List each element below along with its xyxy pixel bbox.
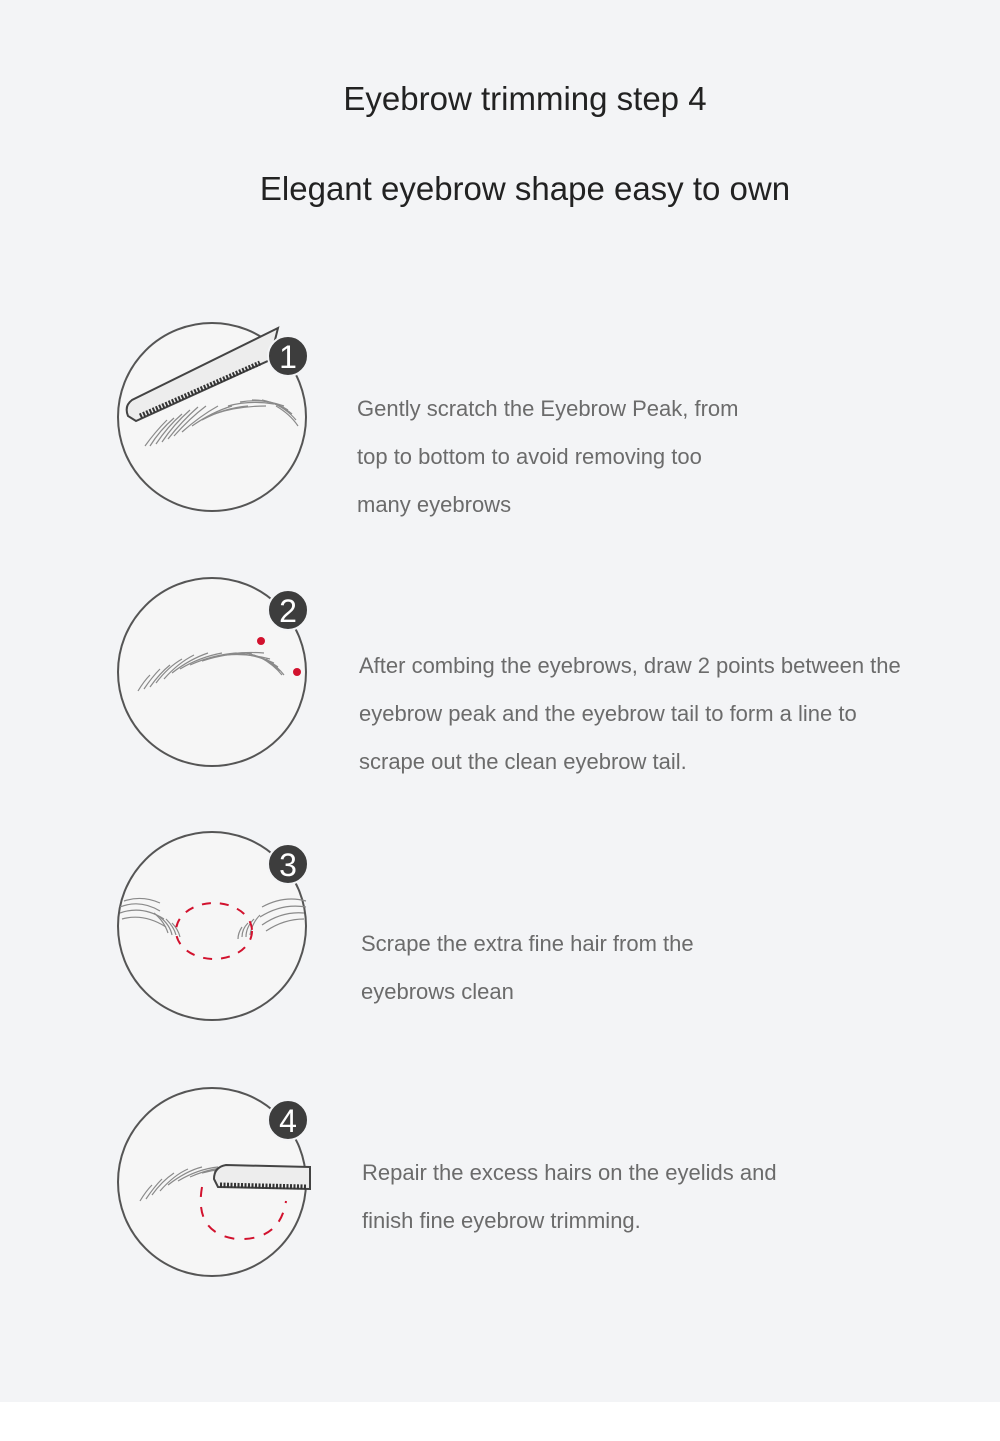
eyelid-razor-icon xyxy=(110,1083,320,1283)
page-subtitle: Elegant eyebrow shape easy to own xyxy=(259,170,791,207)
page-title: Eyebrow trimming step 4 xyxy=(343,80,707,117)
step-4-line-2: finish fine eyebrow trimming. xyxy=(362,1208,641,1233)
step-2-line-1: After combing the eyebrows, draw 2 points between the xyxy=(359,653,901,678)
step-1-badge: 1 xyxy=(279,339,297,375)
step-1-description xyxy=(357,385,739,529)
step-3-description xyxy=(361,920,694,1016)
step-2-illustration xyxy=(110,573,320,773)
step-2-description xyxy=(359,642,901,786)
step-4-badge: 4 xyxy=(279,1103,297,1139)
between-brows-icon xyxy=(110,827,320,1027)
eyebrow-razor-peak-icon xyxy=(110,318,320,518)
step-2-line-3: scrape out the clean eyebrow tail. xyxy=(359,749,687,774)
step-3-illustration xyxy=(110,827,320,1027)
step-4-description xyxy=(362,1149,777,1245)
step-4-line-1: Repair the excess hairs on the eyelids and xyxy=(362,1160,777,1185)
step-3-line-2: eyebrows clean xyxy=(361,979,514,1004)
step-3-line-1: Scrape the extra fine hair from the xyxy=(361,931,694,956)
step-4-illustration xyxy=(110,1083,320,1283)
step-2-badge: 2 xyxy=(279,593,297,629)
step-1-line-3: many eyebrows xyxy=(357,492,512,517)
step-3-badge: 3 xyxy=(279,847,297,883)
step-1-line-1: Gently scratch the Eyebrow Peak, from xyxy=(357,396,739,421)
step-1-line-2: top to bottom to avoid removing too xyxy=(357,444,702,469)
eyebrow-points-icon xyxy=(110,573,320,773)
step-2-line-2: eyebrow peak and the eyebrow tail to form a line to xyxy=(359,701,857,726)
step-1-illustration xyxy=(110,318,320,518)
